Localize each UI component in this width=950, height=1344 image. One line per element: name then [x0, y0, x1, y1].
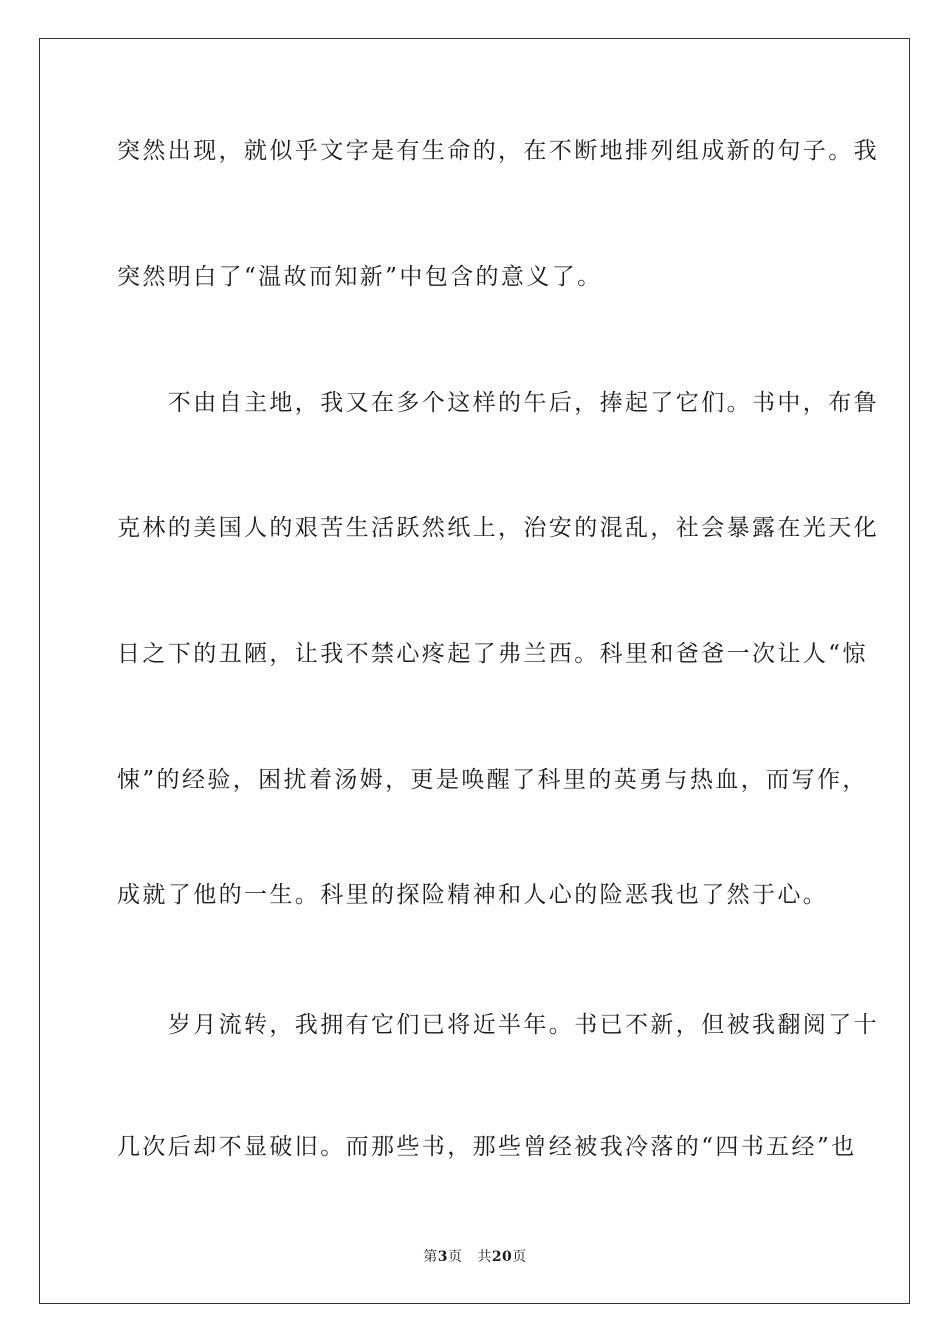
- footer-page-suffix: 页: [447, 1249, 463, 1265]
- body-text-line-7: 成就了他的一生。科里的探险精神和人心的险恶我也了然于心。: [117, 882, 829, 908]
- body-text-line-2: 突然明白了“温故而知新”中包含的意义了。: [117, 264, 603, 290]
- body-text-line-5: 日之下的丑陋，让我不禁心疼起了弗兰西。科里和爸爸一次让人“惊: [117, 641, 868, 667]
- footer-total-pages: 20: [491, 1249, 513, 1265]
- body-text-line-8: 岁月流转，我拥有它们已将近半年。书已不新，但被我翻阅了十: [117, 1012, 879, 1038]
- page-footer: [0, 1248, 950, 1266]
- body-text-line-6: 悚”的经验，困扰着汤姆，更是唤醒了科里的英勇与热血，而写作，: [117, 767, 868, 793]
- body-text-line-1: 突然出现，就似乎文字是有生命的，在不断地排列组成新的句子。我: [117, 138, 879, 164]
- body-text-line-4: 克林的美国人的艰苦生活跃然纸上，治安的混乱，社会暴露在光天化: [117, 515, 879, 541]
- body-text-line-9: 几次后却不显破旧。而那些书，那些曾经被我冷落的“四书五经”也: [117, 1134, 857, 1160]
- footer-total-suffix: 页: [512, 1249, 527, 1265]
- page-border: [39, 38, 910, 1304]
- footer-prefix: 第: [423, 1249, 438, 1265]
- footer-total-prefix: 共: [477, 1249, 492, 1265]
- footer-page-number: 3: [437, 1249, 448, 1265]
- body-text-line-3: 不由自主地，我又在多个这样的午后，捧起了它们。书中，布鲁: [117, 390, 879, 416]
